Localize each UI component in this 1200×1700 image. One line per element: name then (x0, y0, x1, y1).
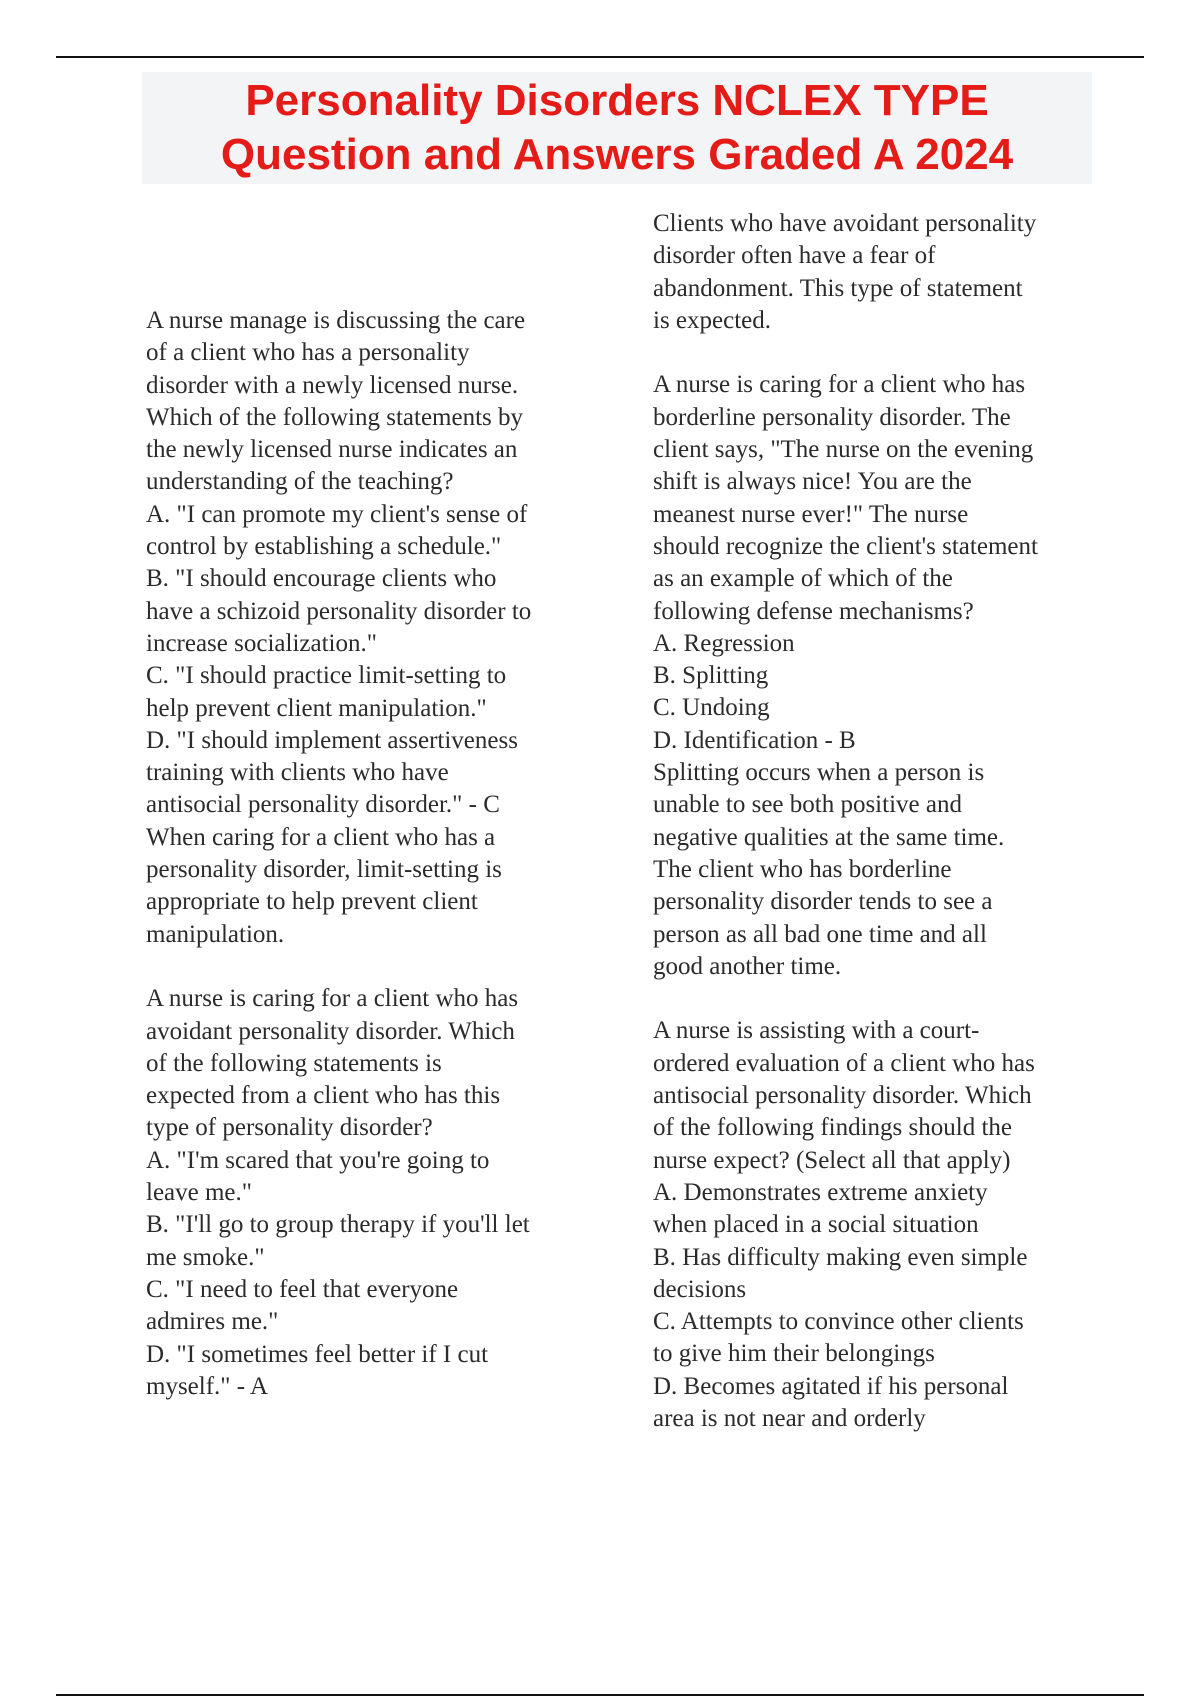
option-line: me smoke." (146, 1243, 265, 1271)
question-1 (146, 305, 596, 951)
option-line: A. "I'm scared that you're going to (146, 1146, 490, 1174)
text-line: unable to see both positive and (653, 791, 962, 819)
text-line: should recognize the client's statement (653, 532, 1038, 560)
text-line: of the following findings should the (653, 1114, 1012, 1142)
text-line: type of personality disorder? (146, 1114, 433, 1142)
option-line: control by establishing a schedule." (146, 533, 502, 561)
question-4 (653, 1015, 1103, 1435)
question-2 (146, 983, 596, 1403)
text-line: understanding of the teaching? (146, 468, 454, 496)
text-line: disorder often have a fear of (653, 242, 936, 270)
question-4-stem (653, 1015, 1103, 1176)
right-column (653, 208, 1103, 1435)
question-3-stem (653, 369, 1103, 627)
option-line: B. "I'll go to group therapy if you'll let (146, 1211, 530, 1239)
paragraph-gap (146, 951, 596, 983)
question-1-rationale (146, 822, 596, 951)
text-line: good another time. (653, 952, 842, 980)
text-line: of a client who has a personality (146, 339, 470, 367)
text-line: antisocial personality disorder. Which (653, 1082, 1032, 1110)
text-line: manipulation. (146, 920, 285, 948)
question-2-options (146, 1145, 596, 1403)
text-line: meanest nurse ever!" The nurse (653, 500, 969, 528)
option-line: help prevent client manipulation." (146, 694, 487, 722)
option-line: A. Demonstrates extreme anxiety (653, 1178, 988, 1206)
text-line: Clients who have avoidant personality (653, 210, 1037, 237)
text-line: A nurse is assisting with a court- (653, 1017, 980, 1045)
option-line: decisions (653, 1275, 747, 1303)
text-line: borderline personality disorder. The (653, 403, 1011, 431)
option-line: leave me." (146, 1179, 252, 1207)
text-line: The client who has borderline (653, 855, 952, 883)
option-line: area is not near and orderly (653, 1404, 926, 1432)
question-2-stem (146, 983, 596, 1144)
option-line: C. "I should practice limit-setting to (146, 662, 507, 690)
text-line: Splitting occurs when a person is (653, 759, 985, 787)
text-line: personality disorder tends to see a (653, 888, 993, 916)
text-line: disorder with a newly licensed nurse. (146, 371, 519, 399)
left-column (146, 305, 596, 1403)
text-line: Which of the following statements by (146, 403, 524, 431)
option-line: increase socialization." (146, 629, 377, 657)
option-line: when placed in a social situation (653, 1211, 979, 1239)
question-1-options (146, 499, 596, 822)
question-1-stem (146, 305, 596, 499)
text-line: client says, "The nurse on the evening (653, 436, 1034, 464)
text-line: shift is always nice! You are the (653, 468, 972, 496)
question-3 (653, 369, 1103, 983)
question-4-options (653, 1177, 1103, 1435)
option-line: C. "I need to feel that everyone (146, 1275, 459, 1303)
option-line: have a schizoid personality disorder to (146, 597, 532, 625)
text-line: appropriate to help prevent client (146, 888, 478, 916)
option-line: D. "I sometimes feel better if I cut (146, 1340, 489, 1368)
text-line: A nurse is caring for a client who has (146, 985, 519, 1013)
text-line: as an example of which of the (653, 565, 953, 593)
option-line: B. Splitting (653, 662, 769, 690)
top-rule (56, 56, 1144, 58)
text-line: abandonment. This type of statement (653, 274, 1023, 302)
question-2-rationale (653, 208, 1103, 337)
option-line: A. Regression (653, 629, 795, 657)
option-line: B. "I should encourage clients who (146, 565, 497, 593)
text-line: nurse expect? (Select all that apply) (653, 1146, 1011, 1174)
paragraph-gap (653, 337, 1103, 369)
option-line: A. "I can promote my client's sense of (146, 500, 528, 528)
question-3-options (653, 628, 1103, 757)
text-line: A nurse manage is discussing the care (146, 307, 526, 334)
option-line: admires me." (146, 1308, 279, 1336)
option-line: C. Undoing (653, 694, 770, 722)
question-3-rationale (653, 757, 1103, 983)
title-line-1: Personality Disorders NCLEX TYPE (245, 76, 989, 125)
option-line: D. Identification - B (653, 726, 856, 754)
text-line: avoidant personality disorder. Which (146, 1017, 515, 1045)
text-line: expected from a client who has this (146, 1082, 501, 1110)
option-line: to give him their belongings (653, 1340, 935, 1368)
title-banner (142, 72, 1092, 184)
option-line: D. Becomes agitated if his personal (653, 1372, 1009, 1400)
text-line: When caring for a client who has a (146, 823, 496, 851)
bottom-rule (56, 1694, 1144, 1696)
text-line: of the following statements is (146, 1049, 442, 1077)
title-line-2: Question and Answers Graded A 2024 (220, 130, 1014, 179)
option-line: training with clients who have (146, 759, 449, 787)
text-line: the newly licensed nurse indicates an (146, 436, 518, 464)
option-line: antisocial personality disorder." - C (146, 791, 500, 819)
text-line: person as all bad one time and all (653, 920, 987, 948)
option-line: B. Has difficulty making even simple (653, 1243, 1028, 1271)
text-line: is expected. (653, 306, 772, 334)
text-line: personality disorder, limit-setting is (146, 856, 502, 884)
text-line: following defense mechanisms? (653, 597, 974, 625)
option-line: D. "I should implement assertiveness (146, 726, 518, 754)
option-line: myself." - A (146, 1372, 268, 1400)
text-line: A nurse is caring for a client who has (653, 371, 1026, 399)
text-line: negative qualities at the same time. (653, 823, 1005, 851)
text-line: ordered evaluation of a client who has (653, 1049, 1035, 1077)
paragraph-gap (653, 983, 1103, 1015)
option-line: C. Attempts to convince other clients (653, 1308, 1024, 1336)
